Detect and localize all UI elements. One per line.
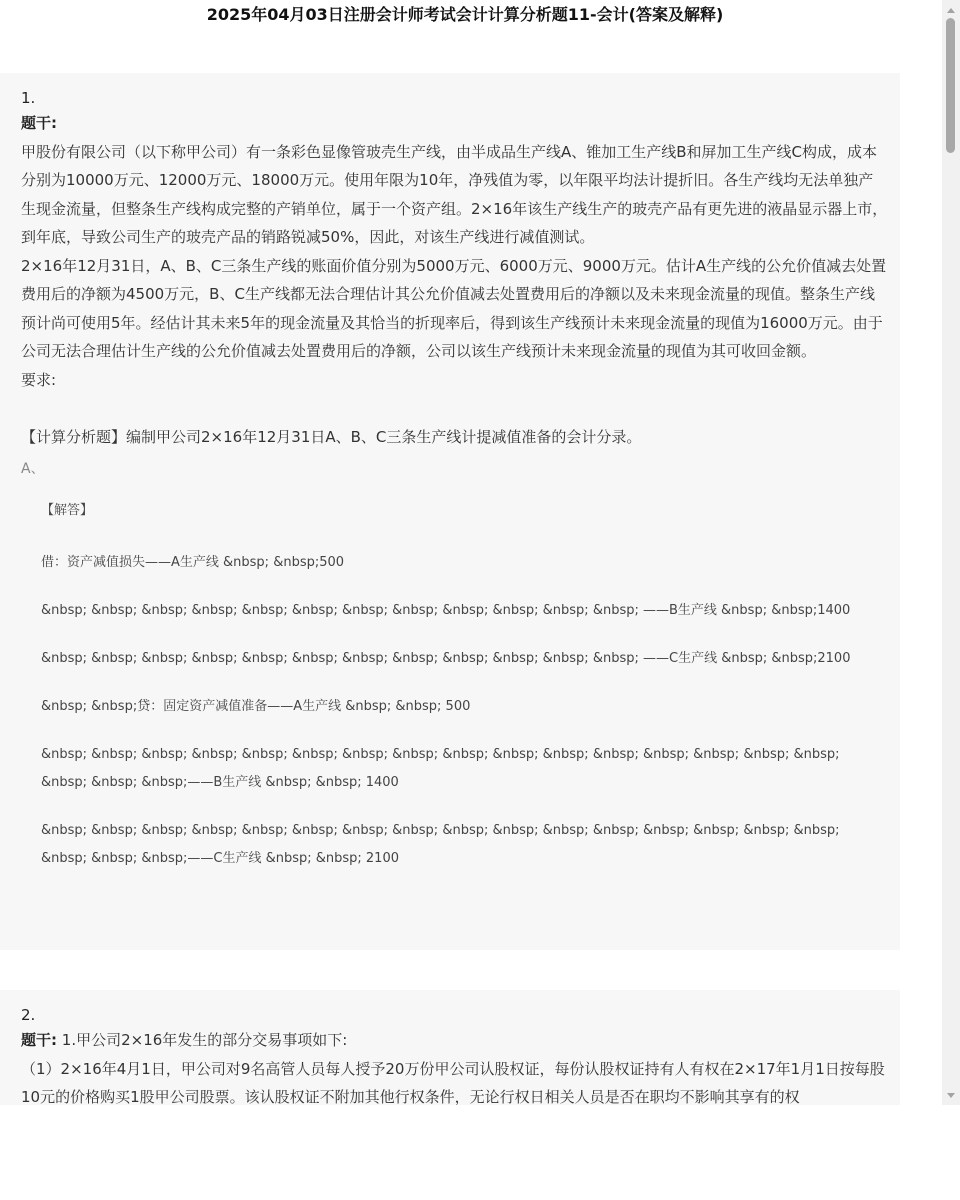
- stem-first-line: 1.甲公司2×16年发生的部分交易事项如下:: [61, 1031, 348, 1049]
- answer-block: [41, 501, 888, 873]
- journal-entry-line: &nbsp; &nbsp; &nbsp; &nbsp; &nbsp; &nbsp; &nbsp; &nbsp; &nbsp; &nbsp; &nbsp; &nbsp; ——C生产线 &nbsp; &nbsp;2100: [41, 651, 851, 666]
- scroll-down-arrow-icon[interactable]: [942, 1087, 960, 1103]
- question-card: [0, 990, 900, 1105]
- stem-label: 题干:: [21, 1031, 57, 1049]
- page-title: 2025年04月03日注册会计师考试会计计算分析题11-会计(答案及解释): [206, 5, 724, 24]
- question-number: 2.: [21, 1006, 36, 1024]
- answer-option: A、: [21, 461, 45, 477]
- journal-entry-line: 借：资产减值损失——A生产线 &nbsp; &nbsp;500: [41, 555, 345, 570]
- question-stem: [21, 1026, 888, 1105]
- journal-entry-line: &nbsp; &nbsp; &nbsp; &nbsp; &nbsp; &nbsp; &nbsp; &nbsp; &nbsp; &nbsp; &nbsp; &nbsp; &nbsp; &nbsp; &nbsp; &nbsp; &nbsp; &nbsp; &nbsp;——B生产线 &nbsp; &nbsp; 1400: [41, 747, 840, 790]
- stem-paragraph: 甲股份有限公司（以下称甲公司）有一条彩色显像管玻壳生产线，由半成品生产线A、锥加工生产线B和屏加工生产线C构成，成本分别为10000万元、12000万元、18000万元。使用年限为10年，净残值为零，以年限平均法计提折旧。各生产线均无法单独产生现金流量，但整条生产线构成完整的产销单位，属于一个资产组。2×16年该生产线生产的玻壳产品有更先进的液晶显示器上市，到年底，导致公司生产的玻壳产品的销路锐减50%，因此，对该生产线进行减值测试。: [21, 142, 888, 246]
- question-card: [0, 73, 900, 950]
- vertical-scrollbar[interactable]: [942, 0, 960, 1105]
- scrollbar-thumb[interactable]: [946, 18, 955, 153]
- question-stem: [21, 109, 888, 394]
- journal-entry-line: &nbsp; &nbsp; &nbsp; &nbsp; &nbsp; &nbsp; &nbsp; &nbsp; &nbsp; &nbsp; &nbsp; &nbsp; &nbsp; &nbsp; &nbsp; &nbsp; &nbsp; &nbsp; &nbsp;——C生产线 &nbsp; &nbsp; 2100: [41, 823, 840, 866]
- stem-paragraph: 要求:: [21, 370, 57, 389]
- sub-question: 【计算分析题】编制甲公司2×16年12月31日A、B、C三条生产线计提减值准备的会计分录。: [21, 428, 642, 446]
- stem-paragraph: （1）2×16年4月1日，甲公司对9名高管人员每人授予20万份甲公司认股权证，每份认股权证持有人有权在2×17年1月1日按每股10元的价格购买1股甲公司股票。该认股权证不附加其他行权条件，无论行权日相关人员是否在职均不影响其享有的权: [21, 1059, 885, 1105]
- answer-label: 【解答】: [41, 503, 94, 518]
- question-number: 1.: [21, 89, 36, 107]
- journal-entry-line: &nbsp; &nbsp;贷：固定资产减值准备——A生产线 &nbsp; &nbsp; 500: [41, 699, 471, 714]
- stem-label: 题干:: [21, 114, 57, 132]
- stem-paragraph: 2×16年12月31日，A、B、C三条生产线的账面价值分别为5000万元、6000万元、9000万元。估计A生产线的公允价值减去处置费用后的净额为4500万元，B、C生产线都无法合理估计其公允价值减去处置费用后的净额以及未来现金流量的现值。整条生产线预计尚可使用5年。经估计其未来5年的现金流量及其恰当的折现率后，得到该生产线预计未来现金流量的现值为16000万元。由于公司无法合理估计生产线的公允价值减去处置费用后的净额，公司以该生产线预计未来现金流量的现值为其可收回金额。: [21, 256, 887, 360]
- journal-entry-line: &nbsp; &nbsp; &nbsp; &nbsp; &nbsp; &nbsp; &nbsp; &nbsp; &nbsp; &nbsp; &nbsp; &nbsp; ——B生产线 &nbsp; &nbsp;1400: [41, 603, 851, 618]
- scroll-up-arrow-icon[interactable]: [942, 2, 960, 18]
